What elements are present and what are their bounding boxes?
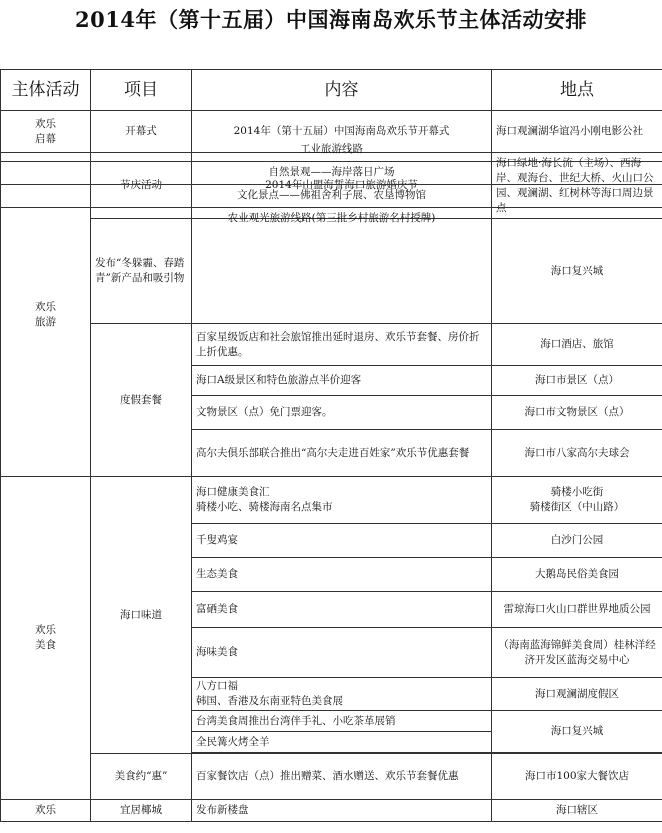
content-cell: 海味美食	[192, 628, 492, 678]
table-row	[1, 754, 662, 800]
location-cell: 海口市文物景区（点）	[492, 396, 662, 430]
location-cell: 海口观澜湖度假区	[492, 678, 662, 711]
content-cell: 百家餐饮店（点）推出赠菜、酒水赠送、欢乐节套餐优惠	[192, 754, 492, 800]
table-row	[1, 477, 662, 524]
content-cell: 2014年（第十五届）中国海南岛欢乐节开幕式	[192, 111, 492, 153]
table-row	[1, 219, 662, 324]
location-cell: 海口绿地·海长流（主场）、西海岸、观海台、世纪大桥、火山口公园、观澜湖、红树林等海口周边景点	[492, 153, 662, 219]
location-cell: 海口观澜湖华谊冯小刚电影公社	[492, 111, 662, 153]
table-row	[1, 324, 662, 366]
location-cell: 海口市景区（点）	[492, 366, 662, 396]
content-cell: 生态美食	[192, 558, 492, 592]
location-cell: 骑楼小吃街 骑楼街区（中山路）	[492, 477, 662, 524]
location-cell: 海口复兴城	[492, 711, 662, 753]
content-cell: 文物景区（点）免门票迎客。	[192, 396, 492, 430]
content-cell: 百家星级饭店和社会旅馆推出延时退房、欢乐节套餐、房价折上折优惠。	[192, 324, 492, 366]
content-cell: 海口A级景区和特色旅游点半价迎客	[192, 366, 492, 396]
content-subtable: 工业旅游线路 自然景观——海岸落日广场 文化景点——佛祖舍利子展、农垦博物馆 农业观光旅游线路(第三批乡村旅游名村授牌)	[192, 219, 492, 230]
location-cell: 白沙门公园	[492, 524, 662, 558]
item-cell: 宜居椰城	[91, 800, 192, 822]
header-item: 项目	[91, 70, 192, 111]
content-cell: 高尔夫俱乐部联合推出“高尔夫走进百姓家”欢乐节优惠套餐	[192, 430, 492, 477]
content-cell: 发布新楼盘	[192, 800, 492, 822]
content-cell: 海口健康美食汇 骑楼小吃、骑楼海南名点集市	[192, 477, 492, 524]
item-cell: 发布“冬躲霾、春踏青”新产品和吸引物	[91, 219, 192, 324]
content-cell: 2014年山盟海誓海口旅游婚庆节	[192, 153, 492, 219]
header-location: 地点	[492, 70, 662, 111]
location-cell: （海南蓝海锦鲜美食周）桂林洋经济开发区蓝海交易中心	[492, 628, 662, 678]
location-cell: 海口市100家大餐饮店	[492, 754, 662, 800]
location-cell: 大鹅岛民俗美食园	[492, 558, 662, 592]
location-cell: 海口市八家高尔夫球会	[492, 430, 662, 477]
item-cell: 开幕式	[91, 111, 192, 153]
section-label-lvyou: 欢乐 旅游	[1, 153, 91, 477]
item-cell: 海口味道	[91, 477, 192, 754]
header-content: 内容	[192, 70, 492, 111]
item-cell: 度假套餐	[91, 324, 192, 477]
content-cell: 农业观光旅游线路(第三批乡村旅游名村授牌)	[227, 212, 436, 224]
location-cell: 雷琼海口火山口群世界地质公园	[492, 592, 662, 628]
header-activity: 主体活动	[1, 70, 91, 111]
content-cell: 全民篝火烤全羊	[192, 732, 492, 753]
item-cell: 美食约“惠”	[91, 754, 192, 800]
section-label-qimu: 欢乐 启幕	[1, 111, 91, 153]
section-label-meishi: 欢乐 美食	[1, 477, 91, 800]
table-row	[1, 800, 662, 822]
content-cell: 富硒美食	[192, 592, 492, 628]
content-cell: 千叟鸡宴	[192, 524, 492, 558]
item-cell: 节庆活动	[91, 153, 192, 219]
page-title: 2014年（第十五届）中国海南岛欢乐节主体活动安排	[75, 7, 587, 32]
location-cell: 海口辖区	[492, 800, 662, 822]
activity-table	[0, 69, 662, 822]
content-cell: 八方口福 韩国、香港及东南亚特色美食展	[192, 678, 492, 711]
location-cell: 海口酒店、旅馆	[492, 324, 662, 366]
section-label-last: 欢乐	[1, 800, 91, 822]
content-cell: 台湾美食周推出台湾伴手礼、小吃茶革展销	[192, 711, 492, 732]
location-cell: 海口复兴城	[492, 219, 662, 324]
table-header-row	[1, 70, 662, 111]
